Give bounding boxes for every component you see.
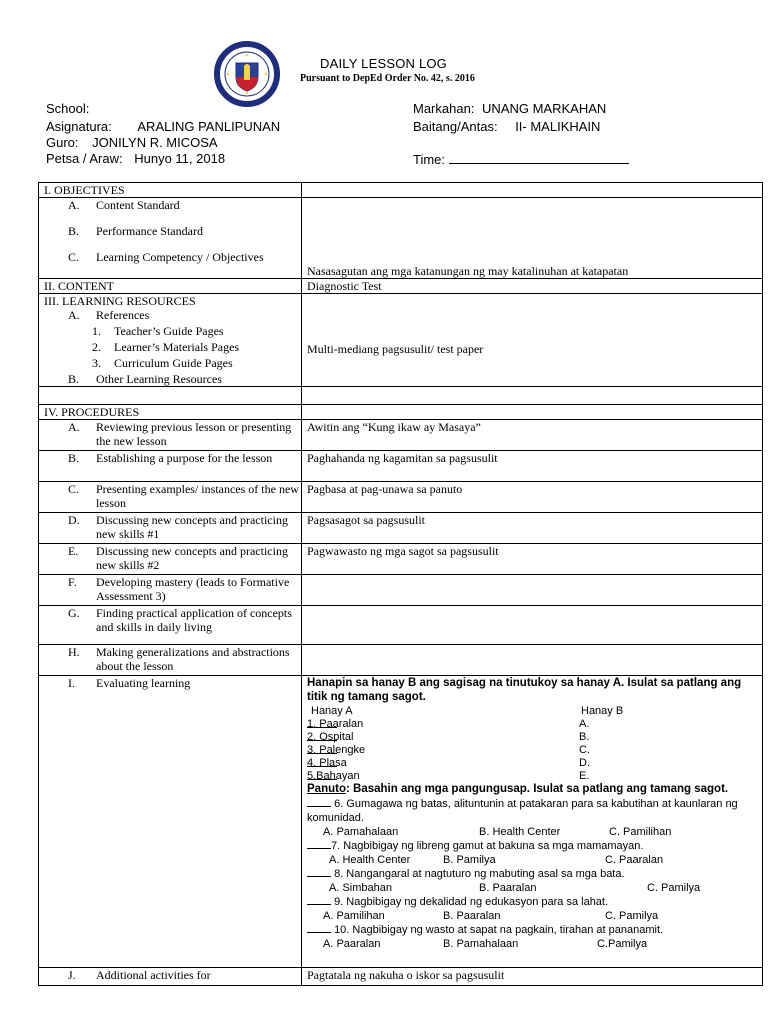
resources-row bbox=[39, 294, 763, 387]
procedure-value bbox=[302, 575, 763, 606]
question-choices: A. Pamilihan B. Paaralan C. Pamilya bbox=[323, 910, 659, 922]
procedure-value: Awitin ang “Kung ikaw ay Masaya” bbox=[302, 420, 763, 451]
matching-item: 2. Ospital B. bbox=[307, 731, 590, 743]
procedure-letter: E. bbox=[68, 544, 79, 558]
question-choices: A. Paaralan B. Pamahalaan C.Pamilya bbox=[323, 938, 648, 950]
reference-subitem: 2. Learner’s Materials Pages bbox=[92, 340, 240, 354]
lesson-log-table bbox=[38, 182, 763, 986]
procedure-value: Pagbasa at pag-unawa sa panuto bbox=[302, 482, 763, 513]
answer-blank bbox=[307, 894, 331, 905]
asignatura-value: ARALING PANLIPUNAN bbox=[137, 119, 281, 134]
procedure-label: Establishing a purpose for the lesson bbox=[96, 451, 273, 465]
procedure-value: Paghahanda ng kagamitan sa pagsusulit bbox=[302, 451, 763, 482]
hanay-b-label: Hanay B bbox=[581, 705, 624, 717]
evaluating-row bbox=[39, 676, 763, 968]
procedure-row bbox=[39, 451, 763, 482]
asignatura-field bbox=[46, 119, 280, 134]
procedure-letter: J. bbox=[68, 968, 76, 982]
objectives-items bbox=[39, 198, 302, 279]
reference-subitem: 3. Curriculum Guide Pages bbox=[92, 356, 233, 370]
procedure-label: Developing mastery (leads to Formative Assessment 3) bbox=[96, 575, 290, 603]
procedure-label: Discussing new concepts and practicing new skills #1 bbox=[96, 513, 288, 541]
objective-item: C. Learning Competency / Objectives bbox=[68, 250, 264, 264]
petsa-field bbox=[46, 151, 225, 166]
markahan-field bbox=[413, 101, 606, 116]
panuto-text: : Basahin ang mga pangungusap. Isulat sa patlang ang tamang sagot. bbox=[345, 783, 729, 795]
question-item: 6. Gumagawa ng batas, alituntunin at patakaran para sa kabutihan at kaunlaran ng komunidad. bbox=[307, 798, 738, 824]
asignatura-label: Asignatura: bbox=[46, 119, 112, 134]
objectives-row bbox=[39, 198, 763, 279]
procedure-label: Additional activities for bbox=[96, 968, 211, 982]
hanay-header bbox=[307, 704, 762, 717]
procedure-letter: H. bbox=[68, 645, 80, 659]
procedure-letter: B. bbox=[68, 451, 80, 465]
petsa-label: Petsa / Araw: bbox=[46, 151, 123, 166]
answer-blank bbox=[307, 922, 331, 933]
other-resources-item: B. Other Learning Resources bbox=[68, 372, 222, 386]
objectives-heading: I. OBJECTIVES bbox=[39, 183, 302, 198]
procedure-label: Discussing new concepts and practicing new skills #2 bbox=[96, 544, 288, 572]
procedure-row bbox=[39, 482, 763, 513]
content-row bbox=[39, 279, 763, 294]
procedure-label: Reviewing previous lesson or presenting the new lesson bbox=[96, 420, 292, 448]
question-item: 9. Nagbibigay ng dekalidad ng edukasyon para sa lahat. bbox=[307, 894, 762, 909]
evaluation-test bbox=[302, 676, 763, 968]
matching-item: 3. Palengke C. bbox=[307, 744, 590, 756]
question-choices: A. Health Center B. Pamilya C. Paaralan bbox=[329, 854, 664, 866]
procedure-letter: A. bbox=[68, 420, 80, 434]
procedure-label: Finding practical application of concepts and skills in daily living bbox=[96, 606, 292, 634]
procedure-label: Presenting examples/ instances of the new lesson bbox=[96, 482, 299, 510]
markahan-label: Markahan: bbox=[413, 101, 475, 116]
panuto-label: Panuto bbox=[307, 783, 346, 795]
content-heading: II. CONTENT bbox=[39, 279, 302, 294]
baitang-value: II- MALIKHAIN bbox=[515, 119, 601, 134]
objectives-value: Nasasagutan ang mga katanungan ng may katalinuhan at katapatan bbox=[302, 198, 763, 279]
procedure-label: Making generalizations and abstractions about the lesson bbox=[96, 645, 290, 673]
question-choices: A. Simbahan B. Paaralan C. Pamilya bbox=[329, 882, 701, 894]
resources-value: Multi-mediang pagsusulit/ test paper bbox=[302, 294, 763, 387]
procedure-row bbox=[39, 513, 763, 544]
procedure-letter: C. bbox=[68, 482, 80, 496]
procedure-letter: F. bbox=[68, 575, 77, 589]
guro-field bbox=[46, 135, 218, 150]
petsa-value: Hunyo 11, 2018 bbox=[134, 151, 226, 166]
procedure-row bbox=[39, 606, 763, 645]
answer-blank bbox=[307, 866, 331, 877]
matching-item: 5.Bahayan E. bbox=[307, 770, 590, 782]
matching-item: 4. Plasa D. bbox=[307, 757, 590, 769]
procedure-letter: I. bbox=[68, 676, 75, 690]
question-item: 8. Nangangaral at nagtuturo ng mabuting asal sa mga bata. bbox=[307, 866, 762, 881]
hanay-a-label: Hanay A bbox=[311, 705, 353, 717]
time-label: Time: bbox=[413, 152, 446, 167]
reference-subitem: 1. Teacher’s Guide Pages bbox=[92, 324, 224, 338]
school-field bbox=[46, 101, 89, 116]
procedure-row bbox=[39, 645, 763, 676]
answer-blank bbox=[307, 796, 331, 807]
objectives-heading-row bbox=[39, 183, 763, 198]
procedure-value: Pagwawasto ng mga sagot sa pagsusulit bbox=[302, 544, 763, 575]
procedure-row bbox=[39, 544, 763, 575]
evaluation-instruction: Hanapin sa hanay B ang sagisag na tinutukoy sa hanay A. Isulat sa patlang ang titik ng tamang sagot. bbox=[307, 677, 742, 703]
objective-item: A. Content Standard bbox=[68, 198, 180, 212]
time-field bbox=[413, 151, 629, 167]
question-item: 7. Nagbibigay ng libreng gamut at bakuna sa mga mamamayan. bbox=[307, 838, 762, 853]
content-value: Diagnostic Test bbox=[302, 279, 763, 294]
procedures-heading-row bbox=[39, 405, 763, 420]
baitang-field bbox=[413, 119, 600, 134]
procedure-value: Pagsasagot sa pagsusulit bbox=[302, 513, 763, 544]
resources-items bbox=[39, 294, 302, 387]
resources-heading: III. LEARNING RESOURCES bbox=[44, 294, 196, 308]
objective-item: B. Performance Standard bbox=[68, 224, 203, 238]
procedure-value bbox=[302, 645, 763, 676]
procedure-row bbox=[39, 575, 763, 606]
deped-seal-logo bbox=[214, 41, 280, 107]
procedure-label: Evaluating learning bbox=[96, 676, 191, 690]
markahan-value: UNANG MARKAHAN bbox=[482, 101, 607, 116]
procedure-letter: G. bbox=[68, 606, 80, 620]
time-blank-line bbox=[449, 151, 629, 164]
question-choices: A. Pamahalaan B. Health Center C. Pamilihan bbox=[323, 826, 672, 838]
additional-row bbox=[39, 968, 763, 986]
guro-label: Guro: bbox=[46, 135, 79, 150]
question-item: 10. Nagbibigay ng wasto at sapat na pagkain, tirahan at pananamit. bbox=[307, 922, 762, 937]
school-label: School: bbox=[46, 101, 90, 116]
answer-blank bbox=[307, 838, 331, 849]
document-title: DAILY LESSON LOG bbox=[320, 56, 447, 71]
panuto-instruction bbox=[307, 782, 762, 796]
guro-value: JONILYN R. MICOSA bbox=[92, 135, 218, 150]
procedures-heading: IV. PROCEDURES bbox=[39, 405, 302, 420]
matching-item: 1. Paaralan A. bbox=[307, 718, 590, 730]
additional-value: Pagtatala ng nakuha o iskor sa pagsusulit bbox=[302, 968, 763, 986]
procedure-row bbox=[39, 420, 763, 451]
procedure-letter: D. bbox=[68, 513, 80, 527]
baitang-label: Baitang/Antas: bbox=[413, 119, 498, 134]
procedure-value bbox=[302, 606, 763, 645]
references-item: A. References bbox=[68, 308, 150, 322]
spacer-row bbox=[39, 387, 763, 405]
document-subtitle: Pursuant to DepEd Order No. 42, s. 2016 bbox=[300, 73, 475, 84]
